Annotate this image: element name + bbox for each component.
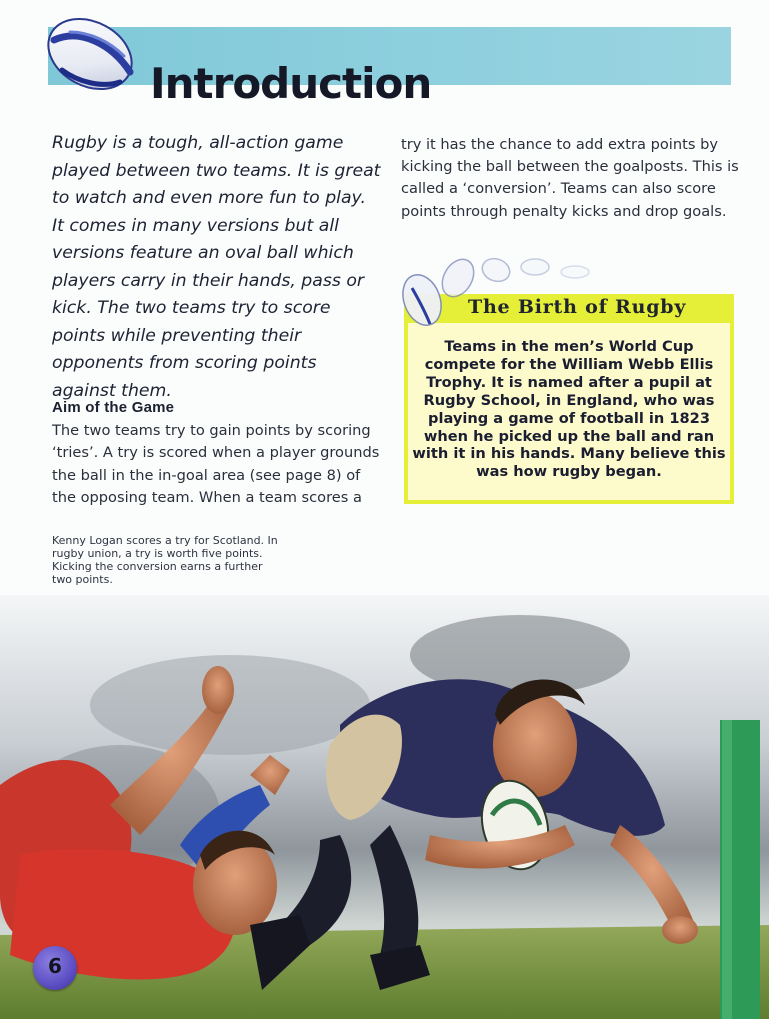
photo-caption: Kenny Logan scores a try for Scotland. In rugby union, a try is worth five points. Kicking the conversion earns a further two points. (52, 534, 278, 586)
page-number: 6 (48, 954, 62, 978)
rugby-ball-bubbles-icon (400, 250, 610, 330)
aim-continued-paragraph: try it has the chance to add extra points by kicking the ball between the goalposts. This is called a ‘conversion’. Teams can also score points through penalty kicks and drop goals. (401, 136, 739, 220)
rugby-ball-icon (40, 10, 140, 98)
aim-body-paragraph: The two teams try to gain points by scoring ‘tries’. A try is scored when a player grounds the ball in the in-goal area (see page 8) of the opposing team. When a team scores a (52, 422, 380, 507)
sidebar-title: The Birth of Rugby (468, 296, 687, 318)
sidebar-text: Teams in the men’s World Cup compete for the William Webb Ellis Trophy. It is named after a pupil at Rugby School, in England, who was playing a game of football in 1823 when he picked up the ball and ran with it in his hands. Many believe this was how rugby began. (412, 338, 726, 481)
player-scoring-photo (0, 595, 769, 1019)
page-title: Introduction (150, 59, 432, 109)
aim-heading: Aim of the Game (52, 399, 175, 416)
intro-paragraph: Rugby is a tough, all-action game played between two teams. It is great to watch and even more fun to play. It comes in many versions but all versions feature an oval ball which players carry in their hands, pass or kick. The two teams try to score points while preventing their opponents from scoring points against them. (52, 133, 381, 401)
